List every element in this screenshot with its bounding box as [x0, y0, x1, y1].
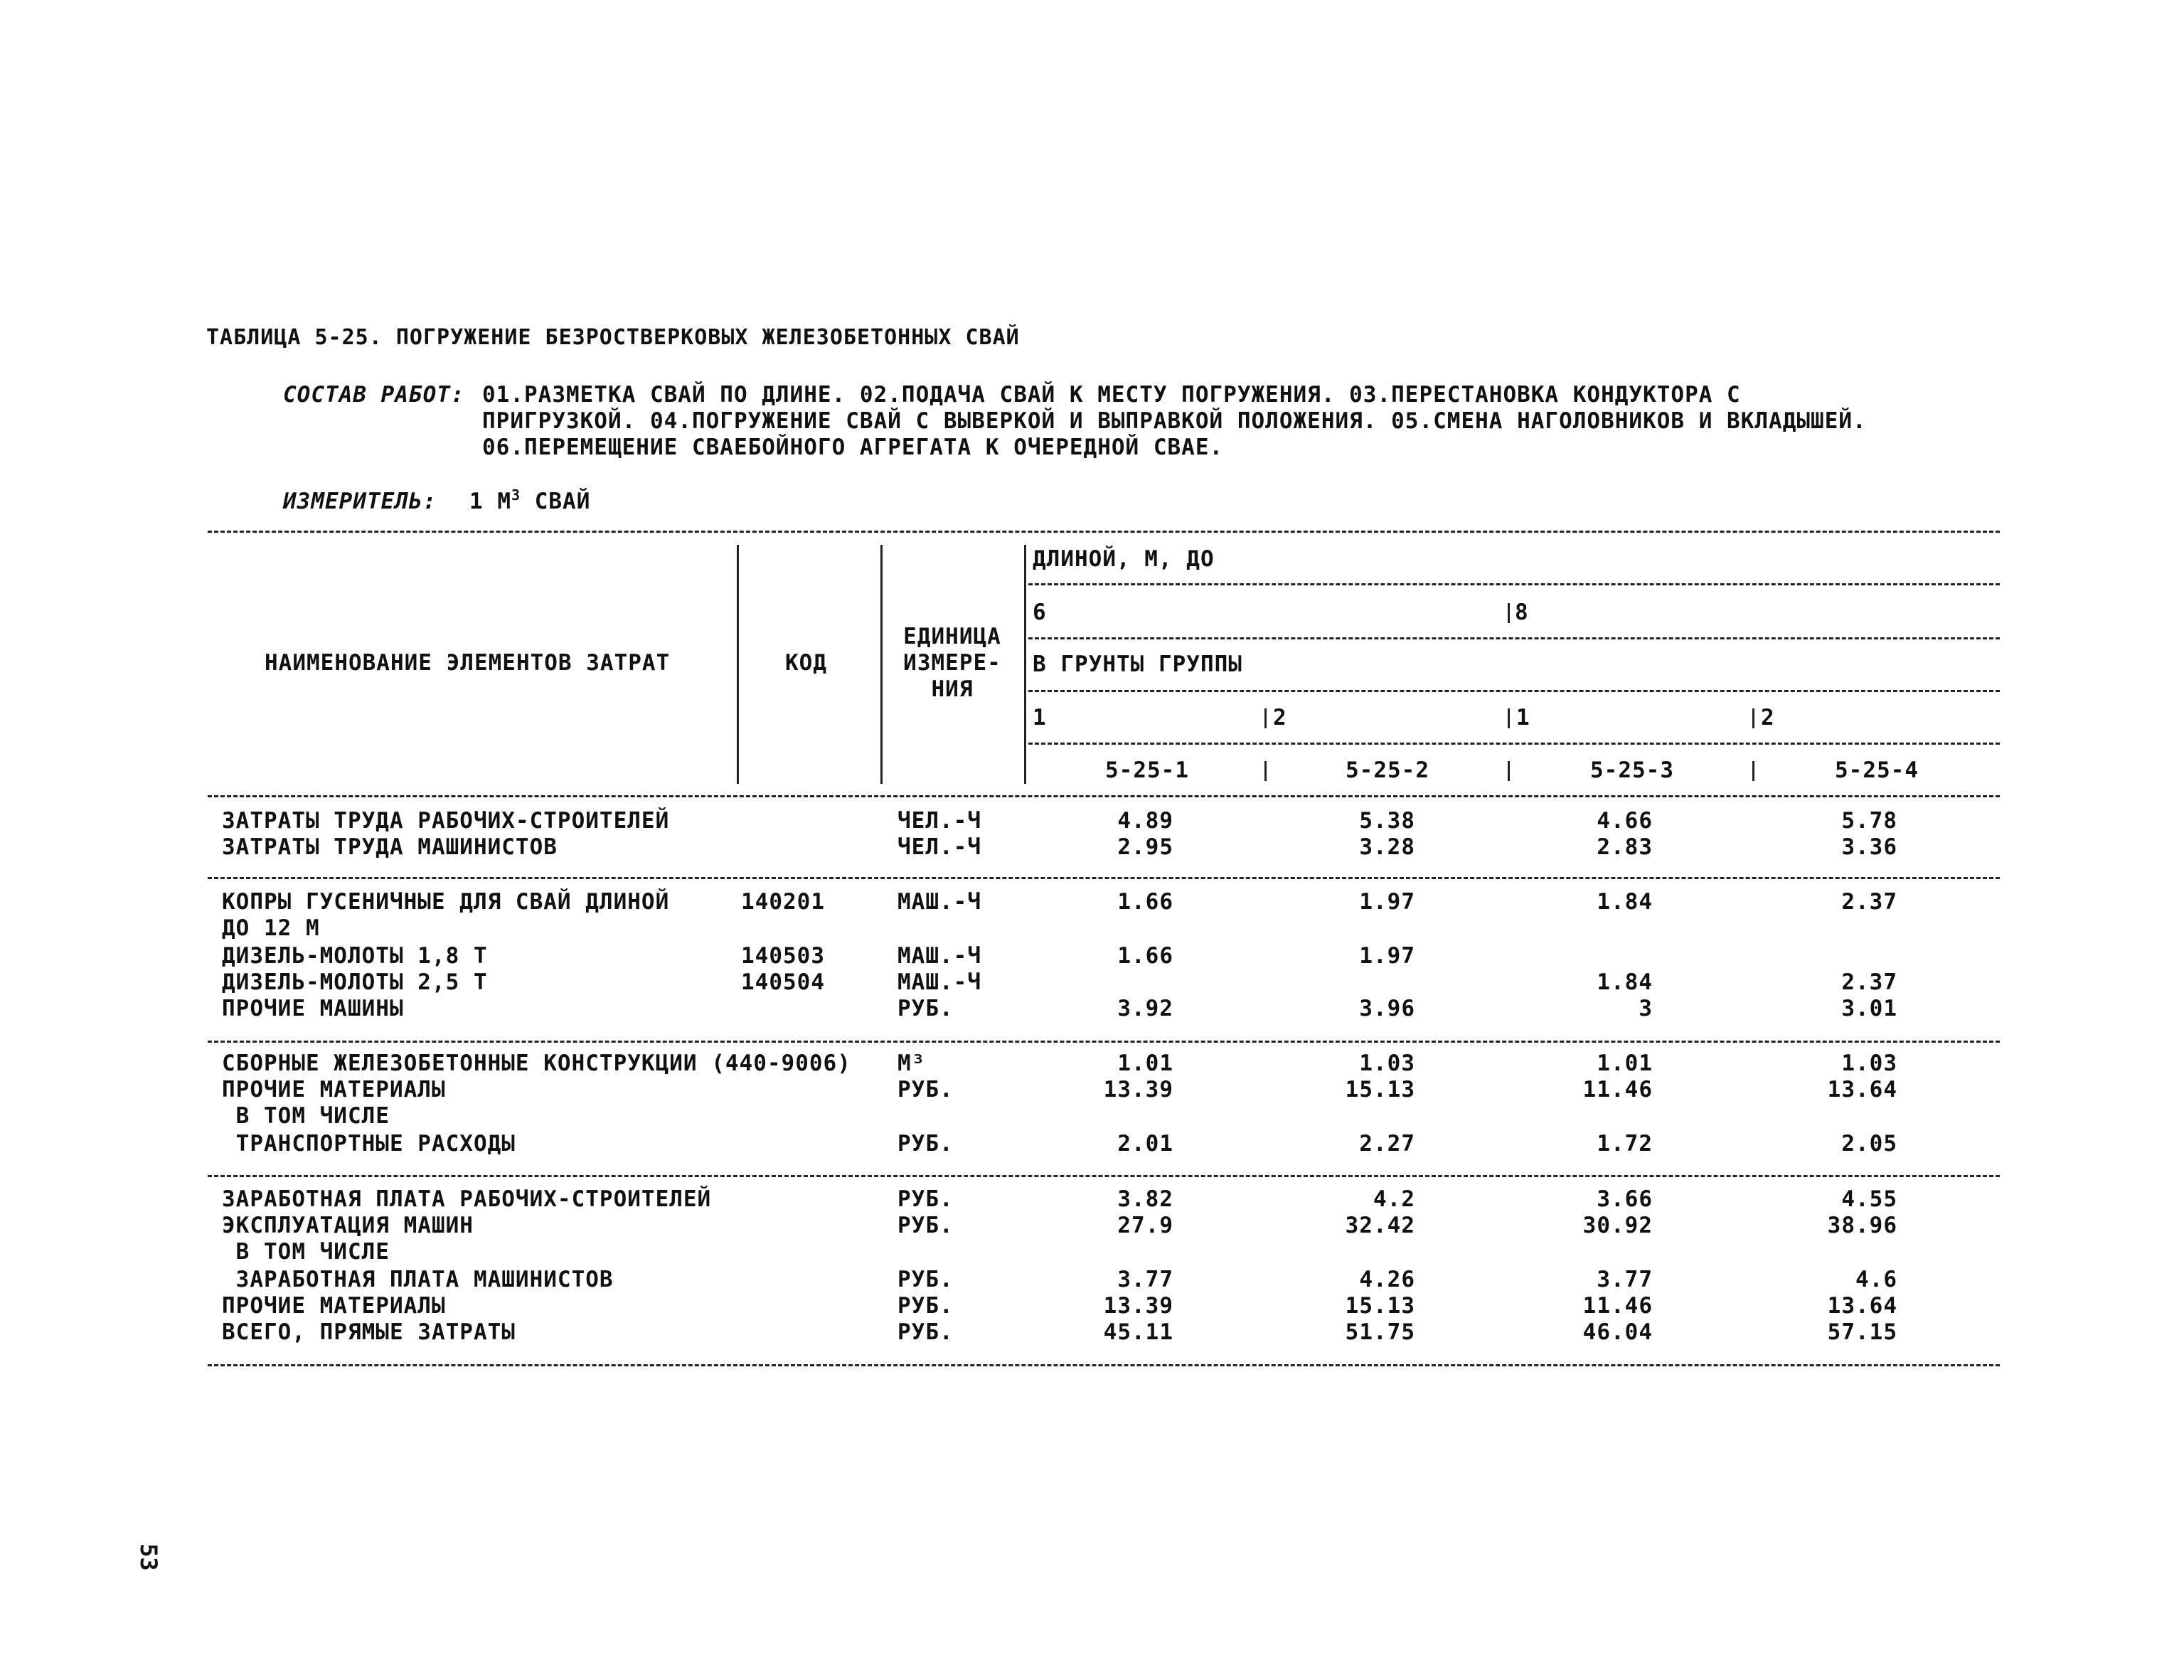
rule-group-2	[208, 1041, 2000, 1043]
composition-label: СОСТАВ РАБОТ:	[283, 382, 465, 408]
row-name: ВСЕГО, ПРЯМЫЕ ЗАТРАТЫ	[222, 1319, 516, 1345]
composition-line-3: 06.ПЕРЕМЕЩЕНИЕ СВАЕБОЙНОГО АГРЕГАТА К ОЧЕРЕДНОЙ СВАЕ.	[482, 435, 1224, 460]
row-value: 15.13	[1345, 1293, 1415, 1319]
vbar-code-b	[1508, 761, 1510, 781]
col-name-header: НАИМЕНОВАНИЕ ЭЛЕМЕНТОВ ЗАТРАТ	[265, 650, 671, 676]
row-value: 3.36	[1841, 834, 1897, 860]
row-value: 46.04	[1582, 1319, 1653, 1345]
group-1: 1	[1033, 705, 1047, 730]
row-value: 3	[1639, 996, 1653, 1021]
length-6: 6	[1033, 600, 1047, 625]
row-unit: М³	[897, 1051, 926, 1076]
row-value: 13.39	[1103, 1077, 1173, 1102]
row-value: 1.03	[1841, 1051, 1897, 1076]
row-code: 140504	[741, 969, 825, 995]
row-value: 2.37	[1841, 969, 1897, 995]
rule-group-1	[208, 877, 2000, 879]
row-value: 3.92	[1117, 996, 1173, 1021]
row-value: 30.92	[1582, 1213, 1653, 1238]
row-value: 3.28	[1359, 834, 1415, 860]
row-value: 1.84	[1597, 889, 1653, 915]
row-name: ЗАРАБОТНАЯ ПЛАТА МАШИНИСТОВ	[222, 1267, 614, 1292]
row-value: 2.01	[1117, 1131, 1173, 1157]
row-value: 51.75	[1345, 1319, 1415, 1345]
row-value: 57.15	[1827, 1319, 1897, 1345]
group-4: 2	[1761, 705, 1775, 730]
composition-line-2: ПРИГРУЗКОЙ. 04.ПОГРУЖЕНИЕ СВАЙ С ВЫВЕРКОЙ И ВЫПРАВКОЙ ПОЛОЖЕНИЯ. 05.СМЕНА НАГОЛОВНИКОВ И ВКЛАДЫШЕЙ.	[482, 408, 1867, 434]
group-2: 2	[1273, 705, 1287, 730]
col-unit-header-3: НИЯ	[931, 676, 974, 702]
row-name: ПРОЧИЕ МАШИНЫ	[222, 996, 404, 1021]
row-unit: РУБ.	[897, 1293, 954, 1319]
page-number: 53	[135, 1543, 162, 1571]
row-value: 11.46	[1582, 1293, 1653, 1319]
row-code: 140503	[741, 943, 825, 969]
row-value: 1.01	[1597, 1051, 1653, 1076]
row-value: 3.77	[1117, 1267, 1173, 1292]
row-unit: МАШ.-Ч	[897, 889, 981, 915]
row-value: 1.66	[1117, 943, 1173, 969]
row-name: В ТОМ ЧИСЛЕ	[222, 1103, 390, 1129]
row-value: 1.03	[1359, 1051, 1415, 1076]
row-name: ДО 12 М	[222, 915, 320, 941]
row-unit: РУБ.	[897, 1267, 954, 1292]
vbar-grp-c	[1752, 708, 1754, 728]
row-name: ЭКСПЛУАТАЦИЯ МАШИН	[222, 1213, 474, 1238]
code-5-25-4: 5-25-4	[1835, 757, 1919, 783]
code-5-25-2: 5-25-2	[1346, 757, 1429, 783]
row-value: 2.83	[1597, 834, 1653, 860]
row-name: КОПРЫ ГУСЕНИЧНЫЕ ДЛЯ СВАЙ ДЛИНОЙ	[222, 889, 670, 915]
row-name: ЗАТРАТЫ ТРУДА РАБОЧИХ-СТРОИТЕЛЕЙ	[222, 808, 670, 834]
row-value: 3.01	[1841, 996, 1897, 1021]
rule-header-2	[1028, 637, 2000, 639]
row-value: 13.64	[1827, 1293, 1897, 1319]
row-value: 27.9	[1117, 1213, 1173, 1238]
row-value: 1.66	[1117, 889, 1173, 915]
row-value: 4.6	[1855, 1267, 1897, 1292]
row-value: 1.72	[1597, 1131, 1653, 1157]
row-unit: РУБ.	[897, 1131, 954, 1157]
row-value: 4.66	[1597, 808, 1653, 834]
row-value: 13.39	[1103, 1293, 1173, 1319]
rule-header-3	[1028, 690, 2000, 692]
row-value: 1.84	[1597, 969, 1653, 995]
row-name: В ТОМ ЧИСЛЕ	[222, 1239, 390, 1265]
row-value: 4.55	[1841, 1186, 1897, 1212]
col-unit-header-1: ЕДИНИЦА	[903, 624, 1001, 649]
vbar-code-c	[1752, 761, 1754, 781]
row-value: 4.26	[1359, 1267, 1415, 1292]
length-label: ДЛИНОЙ, М, ДО	[1033, 546, 1215, 572]
rule-top	[208, 531, 2000, 533]
row-unit: РУБ.	[897, 1077, 954, 1102]
row-name: СБОРНЫЕ ЖЕЛЕЗОБЕТОННЫЕ КОНСТРУКЦИИ (440-9006)	[222, 1051, 851, 1076]
col-code-header: КОД	[785, 650, 827, 676]
measure-label: ИЗМЕРИТЕЛЬ:	[283, 489, 437, 514]
table-title: ТАБЛИЦА 5-25. ПОГРУЖЕНИЕ БЕЗРОСТВЕРКОВЫХ ЖЕЛЕЗОБЕТОННЫХ СВАЙ	[206, 325, 1020, 350]
vbar-code-unit	[880, 545, 883, 784]
vbar-unit-values	[1024, 545, 1026, 784]
row-value: 11.46	[1582, 1077, 1653, 1102]
row-unit: РУБ.	[897, 1213, 954, 1238]
composition-line-1: 01.РАЗМЕТКА СВАЙ ПО ДЛИНЕ. 02.ПОДАЧА СВАЙ К МЕСТУ ПОГРУЖЕНИЯ. 03.ПЕРЕСТАНОВКА КОНДУКТОРА С	[482, 382, 1741, 408]
row-value: 2.37	[1841, 889, 1897, 915]
row-value: 5.38	[1359, 808, 1415, 834]
row-value: 1.01	[1117, 1051, 1173, 1076]
row-name: ПРОЧИЕ МАТЕРИАЛЫ	[222, 1293, 446, 1319]
vbar-grp-b	[1508, 708, 1510, 728]
row-unit: РУБ.	[897, 1319, 954, 1345]
rule-header-bottom	[208, 795, 2000, 797]
row-value: 38.96	[1827, 1213, 1897, 1238]
rule-group-3	[208, 1175, 2000, 1177]
rule-header-4	[1028, 743, 2000, 745]
code-5-25-3: 5-25-3	[1590, 757, 1674, 783]
row-value: 4.89	[1117, 808, 1173, 834]
row-value: 3.66	[1597, 1186, 1653, 1212]
length-8: 8	[1515, 600, 1529, 625]
row-code: 140201	[741, 889, 825, 915]
row-unit: РУБ.	[897, 996, 954, 1021]
col-unit-header-2: ИЗМЕРЕ-	[903, 650, 1001, 676]
row-value: 1.97	[1359, 943, 1415, 969]
row-unit: ЧЕЛ.-Ч	[897, 834, 981, 860]
row-unit: ЧЕЛ.-Ч	[897, 808, 981, 834]
row-value: 5.78	[1841, 808, 1897, 834]
row-unit: МАШ.-Ч	[897, 943, 981, 969]
row-name: ТРАНСПОРТНЫЕ РАСХОДЫ	[222, 1131, 516, 1157]
measure-value: 1 $М^3$ СВАЙ	[469, 487, 591, 514]
vbar-len-8	[1508, 603, 1510, 623]
row-value: 32.42	[1345, 1213, 1415, 1238]
rule-bottom	[208, 1364, 2000, 1366]
row-value: 2.05	[1841, 1131, 1897, 1157]
row-value: 1.97	[1359, 889, 1415, 915]
row-value: 2.27	[1359, 1131, 1415, 1157]
row-unit: РУБ.	[897, 1186, 954, 1212]
row-name: ДИЗЕЛЬ-МОЛОТЫ 1,8 Т	[222, 943, 488, 969]
soil-label: В ГРУНТЫ ГРУППЫ	[1033, 652, 1242, 677]
row-name: ДИЗЕЛЬ-МОЛОТЫ 2,5 Т	[222, 969, 488, 995]
row-unit: МАШ.-Ч	[897, 969, 981, 995]
row-value: 3.96	[1359, 996, 1415, 1021]
row-name: ПРОЧИЕ МАТЕРИАЛЫ	[222, 1077, 446, 1102]
group-3: 1	[1516, 705, 1530, 730]
code-5-25-1: 5-25-1	[1105, 757, 1189, 783]
row-name: ЗАТРАТЫ ТРУДА МАШИНИСТОВ	[222, 834, 558, 860]
row-value: 2.95	[1117, 834, 1173, 860]
row-name: ЗАРАБОТНАЯ ПЛАТА РАБОЧИХ-СТРОИТЕЛЕЙ	[222, 1186, 712, 1212]
vbar-grp-a	[1264, 708, 1267, 728]
row-value: 13.64	[1827, 1077, 1897, 1102]
row-value: 45.11	[1103, 1319, 1173, 1345]
rule-header-1	[1028, 583, 2000, 585]
row-value: 15.13	[1345, 1077, 1415, 1102]
row-value: 3.82	[1117, 1186, 1173, 1212]
vbar-code-a	[1264, 761, 1267, 781]
vbar-name-code	[737, 545, 739, 784]
row-value: 3.77	[1597, 1267, 1653, 1292]
row-value: 4.2	[1373, 1186, 1415, 1212]
